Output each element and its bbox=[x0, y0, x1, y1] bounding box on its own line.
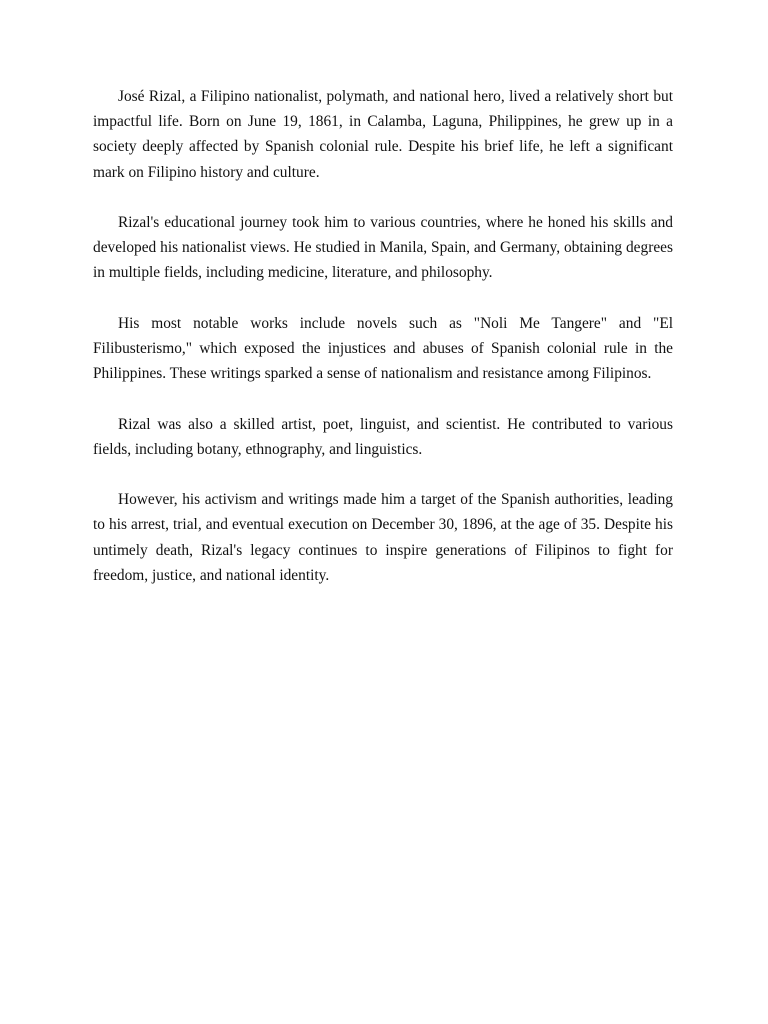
paragraph-works: His most notable works include novels such as "Noli Me Tangere" and "El Filibusterismo," which exposed the injustices and abuses of Spanish colonial rule in the Philippines. These writings sparked a sense of nationalism and resistance among Filipinos. bbox=[93, 314, 673, 383]
paragraph-legacy: However, his activism and writings made him a target of the Spanish authorities, leading to his arrest, trial, and eventual execution on December 30, 1896, at the age of 35. Despite his untimely death, Rizal's legacy continues to inspire generations of Filipinos to fight for freedom, justice, and national identity. bbox=[93, 491, 673, 584]
document-body bbox=[93, 84, 673, 588]
paragraph-education: Rizal's educational journey took him to various countries, where he honed his skills and developed his nationalist views. He studied in Manila, Spain, and Germany, obtaining degrees in multiple fields, including medicine, literature, and philosophy. bbox=[93, 214, 673, 282]
paragraph-intro: José Rizal, a Filipino nationalist, polymath, and national hero, lived a relatively short but impactful life. Born on June 19, 1861, in Calamba, Laguna, Philippines, he grew up in a society deeply affected by Spanish colonial rule. Despite his brief life, he left a significant mark on Filipino history and culture. bbox=[93, 88, 673, 181]
paragraph-talents: Rizal was also a skilled artist, poet, linguist, and scientist. He contributed to various fields, including botany, ethnography, and linguistics. bbox=[93, 415, 673, 458]
